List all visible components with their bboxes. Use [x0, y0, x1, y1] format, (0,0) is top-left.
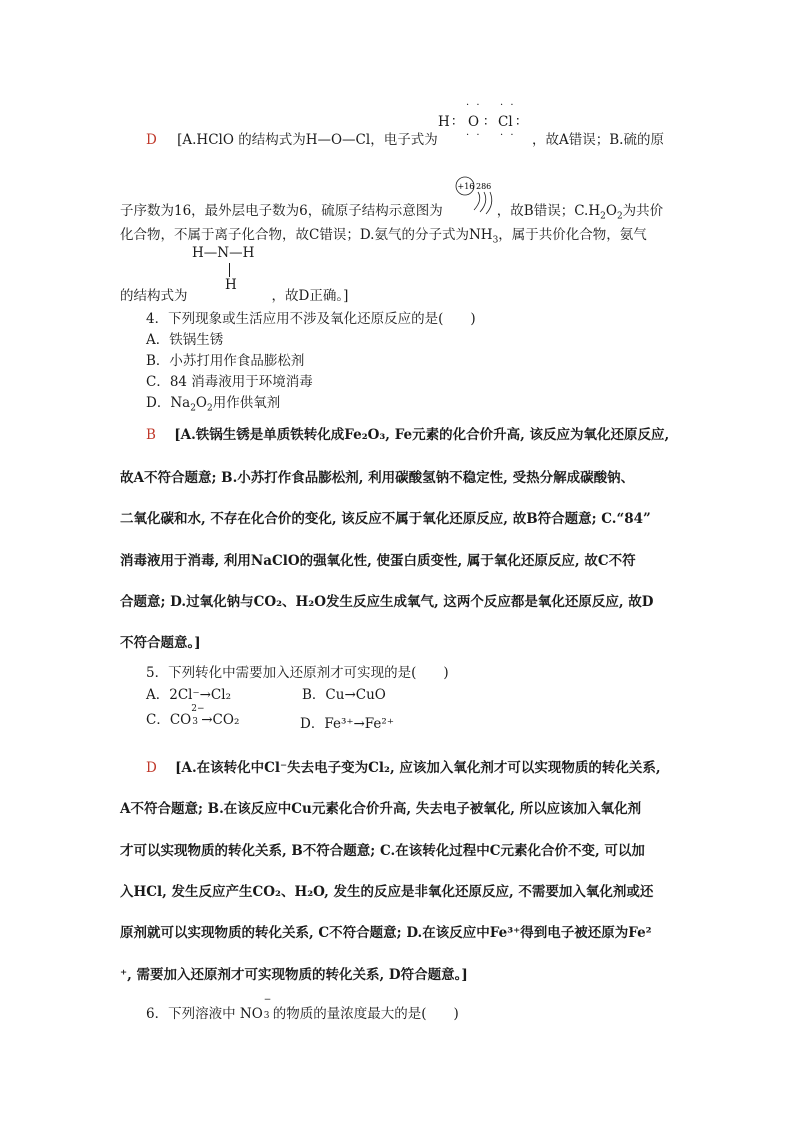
lone-pair-dots: · · — [500, 100, 516, 111]
q4-answer-line2: 故A不符合题意; B.小苏打作食品膨松剂, 利用碳酸氢钠不稳定性, 受热分解成碳酸钠、 — [120, 470, 635, 486]
answer-letter: B — [146, 427, 156, 443]
nh3-top-row: H—N—H — [192, 245, 255, 261]
q4-answer-line6: 不符合题意。] — [120, 635, 201, 651]
q5-answer-line3: 才可以实现物质的转化关系, B不符合题意; C.在该转化过程中C元素化合价不变, 可以加 — [120, 843, 645, 859]
nucleus-charge: +16 — [457, 182, 475, 191]
q4-stem: 4．下列现象或生活应用不涉及氧化还原反应的是( ) — [146, 311, 476, 327]
q3-answer-line1-tail: ，故A错误；B.硫的原 — [532, 132, 664, 148]
q5-answer-line2: A不符合题意; B.在该反应中Cu元素化合价升高, 失去电子被氧化, 所以应该加入氧化剂 — [120, 801, 642, 817]
q4-option-b: B．小苏打用作食品膨松剂 — [146, 353, 305, 369]
q3-answer-line4: 的结构式为 ，故D正确。] — [120, 288, 349, 304]
answer-text: [A.HClO 的结构式为H—O—Cl，电子式为 — [177, 132, 438, 148]
atom-h: H — [438, 114, 450, 130]
q5-answer-line1: D [A.在该转化中Cl⁻失去电子变为Cl₂, 应该加入氧化剂才可以实现物质的转化关系, — [146, 760, 661, 776]
q4-option-d: D．$Na_2O_2$用作供氧剂 — [146, 395, 281, 414]
q5-answer-line6: ⁺, 需要加入还原剂才可实现物质的转化关系, D符合题意。] — [120, 967, 468, 983]
q5-answer-line5: 原剂就可以实现物质的转化关系, C不符合题意; D.在该反应中Fe³⁺得到电子被还原为Fe² — [120, 925, 652, 941]
bond-pair: ∶ — [484, 114, 488, 130]
q5-option-b: B．Cu→CuO — [302, 687, 386, 703]
q4-option-a: A．铁锅生锈 — [146, 332, 224, 348]
atom-cl: Cl — [498, 114, 513, 130]
q4-answer-line1: B [A.铁锅生锈是单质铁转化成Fe₂O₃, Fe元素的化合价升高, 该反应为氧化还原反应, — [146, 427, 670, 443]
atom-o: O — [468, 114, 480, 130]
q5-stem: 5．下列转化中需要加入还原剂才可实现的是( ) — [146, 665, 449, 681]
q3-answer-line3: 化合物，不属于离子化合物，故C错误；D.氨气的分子式为$NH_3$，属于共价化合物，氨气 — [120, 227, 647, 246]
lone-pair-dots: · · — [466, 100, 482, 111]
shell-electrons: 286 — [476, 182, 492, 191]
q4-answer-line5: 合题意; D.过氧化钠与CO₂、H₂O发生反应生成氧气, 这两个反应都是氧化还原反应, 故D — [120, 594, 654, 610]
q3-answer-line1 — [146, 128, 438, 148]
bond-pair: ∶ — [452, 114, 456, 130]
n-h-bond — [229, 263, 230, 277]
lone-pair: ∶ — [516, 114, 520, 130]
lone-pair-dots: · · — [500, 130, 516, 141]
q5-option-c: C．CO 2− 3 →CO₂ — [146, 704, 240, 728]
q4-answer-line3: 二氧化碳和水, 不存在化合价的变化, 该反应不属于氧化还原反应, 故B符合题意; C.“84” — [120, 511, 651, 527]
nh3-bottom-h: H — [225, 277, 237, 293]
q5-option-a: A．2Cl⁻→Cl₂ — [146, 687, 231, 703]
q3-answer-line2: 子序数为16，最外层电子数为6，硫原子结构示意图为 ，故B错误；$C.H_2O_2$为共价 — [120, 203, 664, 222]
q5-option-d: D．Fe³⁺→Fe²⁺ — [300, 716, 394, 732]
q6-stem: 6．下列溶液中 NO − 3 的物质的量浓度最大的是( ) — [146, 995, 459, 1022]
answer-letter: D — [146, 760, 157, 776]
q4-answer-line4: 消毒液用于消毒, 利用NaClO的强氧化性, 使蛋白质变性, 属于氧化还原反应, 故C不符 — [120, 553, 636, 569]
q5-answer-line4: 入HCl, 发生反应产生CO₂、H₂O, 发生的反应是非氧化还原反应, 不需要加入氧化剂或还 — [120, 884, 654, 900]
hclo-electron-formula — [438, 100, 530, 150]
lone-pair-dots: · · — [466, 130, 482, 141]
q4-option-c: C．84 消毒液用于环境消毒 — [146, 374, 313, 390]
answer-letter: D — [146, 132, 157, 148]
